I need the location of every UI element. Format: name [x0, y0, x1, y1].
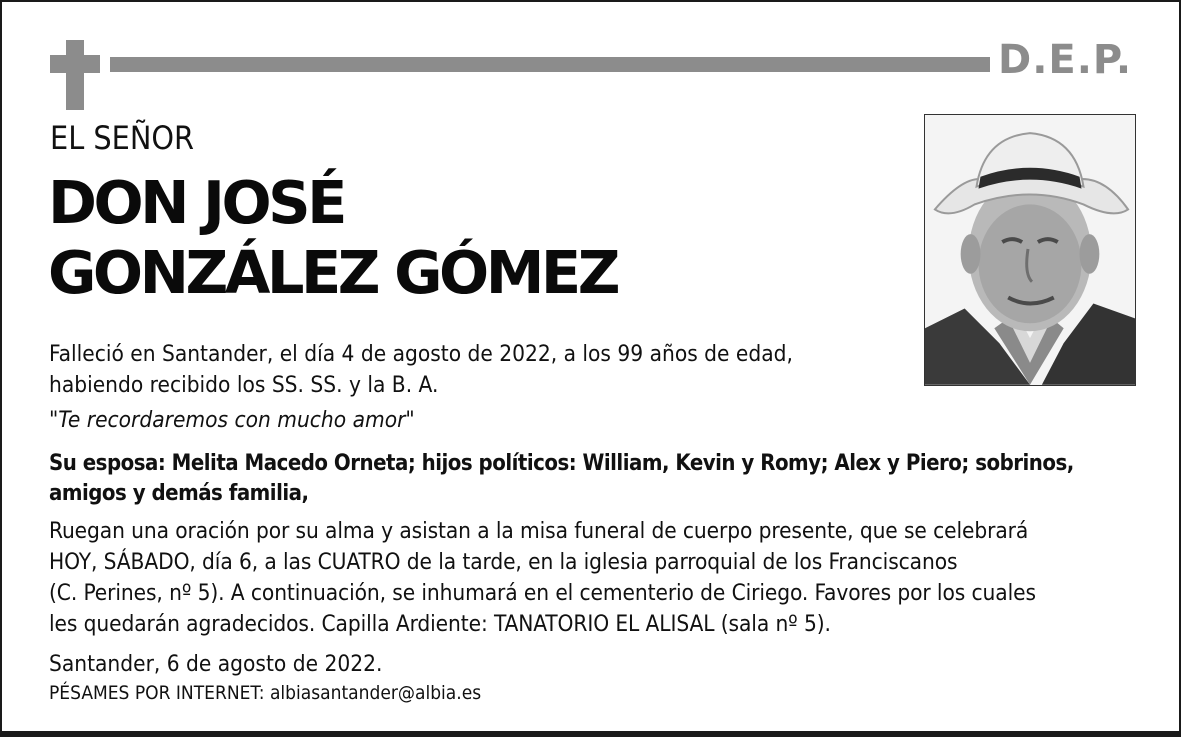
header-rule — [110, 57, 990, 72]
place-date: Santander, 6 de agosto de 2022. — [49, 651, 383, 677]
request-line-2: HOY, SÁBADO, día 6, a las CUATRO de la tarde, en la iglesia parroquial de los Franciscanos — [49, 549, 958, 575]
death-announcement — [49, 339, 1159, 401]
death-line-2: habiendo recibido los SS. SS. y la B. A. — [49, 372, 439, 398]
honorific-title: EL SEÑOR — [50, 119, 195, 157]
dep-heading: D.E.P. — [998, 37, 1133, 83]
latin-cross-icon — [50, 40, 100, 110]
name-line-2: GONZÁLEZ GÓMEZ — [48, 238, 618, 307]
memorial-quote: "Te recordaremos con mucho amor" — [49, 407, 415, 433]
family-line-2: amigos y demás familia, — [49, 481, 309, 506]
request-line-3: (C. Perines, nº 5). A continuación, se inhumará en el cementerio de Ciriego. Favores por los cuales — [49, 580, 1036, 606]
request-line-4: les quedarán agradecidos. Capilla Ardiente: TANATORIO EL ALISAL (sala nº 5). — [49, 611, 831, 637]
family-line-1: Su esposa: Melita Macedo Orneta; hijos políticos: William, Kevin y Romy; Alex y Piero; sobrinos, — [49, 451, 1074, 476]
name-line-1: DON JOSÉ — [48, 168, 344, 237]
family-mourners — [49, 449, 1159, 509]
request-line-1: Ruegan una oración por su alma y asistan a la misa funeral de cuerpo presente, que se celebrará — [49, 518, 1029, 544]
online-condolences: PÉSAMES POR INTERNET: albiasantander@albia.es — [49, 682, 482, 704]
deceased-name — [48, 168, 617, 308]
funeral-request — [49, 516, 1159, 640]
death-line-1: Falleció en Santander, el día 4 de agosto de 2022, a los 99 años de edad, — [49, 341, 793, 367]
